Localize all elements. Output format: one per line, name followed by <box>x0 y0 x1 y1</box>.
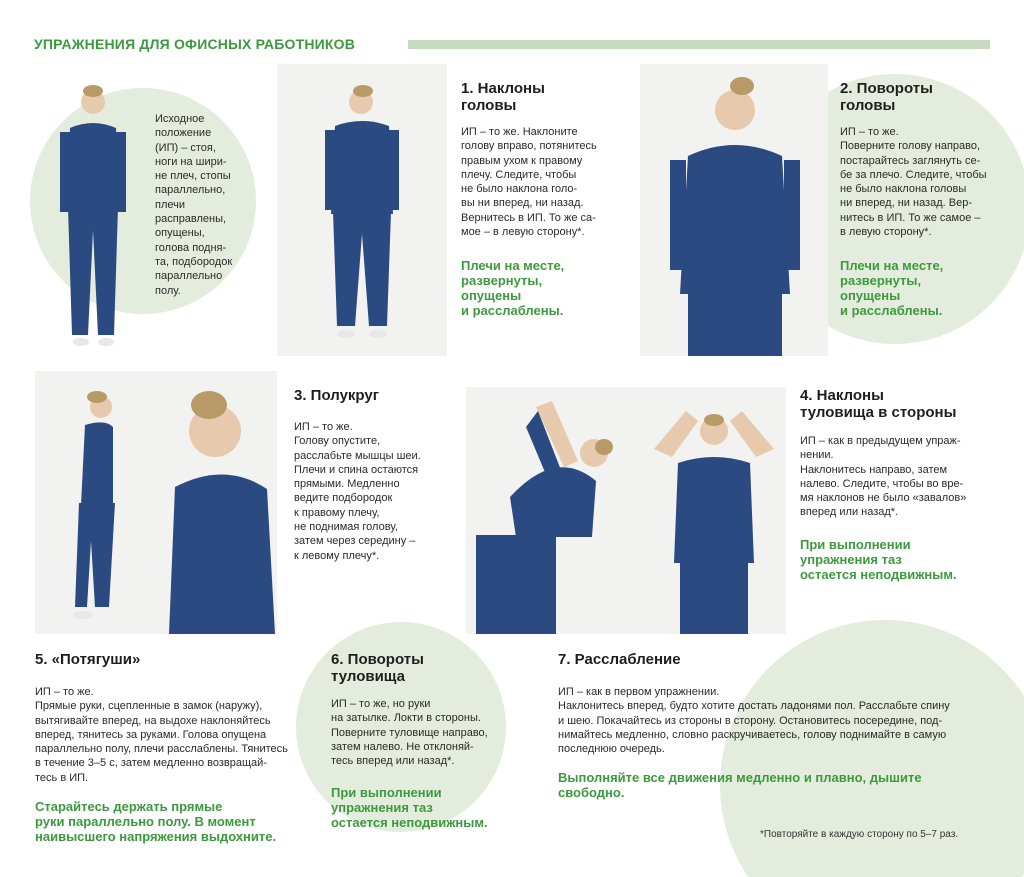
exercise-3-photo <box>35 371 277 634</box>
exercise-7-title: 7. Расслабление <box>558 651 681 668</box>
exercise-6-text: ИП – то же, но руки на затылке. Локти в стороны. Поверните туловище направо, затем налево. Не отклоняй- тесь вперед или назад*. <box>331 698 488 768</box>
exercise-4-text: ИП – как в предыдущем упраж- нении. Наклонитесь направо, затем налево. Следите, чтобы во вре- мя наклонов не было «завалов» вперед или назад*. <box>800 435 967 519</box>
exercise-4-highlight: При выполнении упражнения таз остается неподвижным. <box>800 537 957 582</box>
footnote: *Повторяйте в каждую сторону по 5–7 раз. <box>760 829 959 840</box>
exercise-5-text: ИП – то же. Прямые руки, сцепленные в замок (наружу), вытягивайте вперед, на выдохе наклоняйтесь вперед, тянитесь за руками. Голова опущена параллельно полу, плечи расслаблены. Тянитесь в течение 3–5 с, затем медленно возвращай- тесь в ИП. <box>35 686 288 784</box>
exercise-2-title: 2. Повороты головы <box>840 80 933 114</box>
exercise-5-highlight: Старайтесь держать прямые руки параллельно полу. В момент наивысшего напряжения выдохните. <box>35 799 277 844</box>
exercise-5-title: 5. «Потягуши» <box>35 651 141 668</box>
exercise-2-photo <box>640 64 828 356</box>
exercise-1-photo <box>277 64 447 356</box>
exercise-1-title: 1. Наклоны головы <box>461 80 545 114</box>
exercise-3-text: ИП – то же. Голову опустите, расслабьте мышцы шеи. Плечи и спина остаются прямыми. Медленно ведите подбородок к правому плечу, не поднимая голову, затем через середину – к левому плечу*. <box>294 421 421 562</box>
exercise-4-photo <box>466 387 786 634</box>
intro-text: Исходное положение (ИП) – стоя, ноги на шири- не плеч, стопы параллельно, плечи расправлены, опущены, голова подня- та, подбородок параллельно полу. <box>155 113 233 297</box>
exercise-1-highlight: Плечи на месте, развернуты, опущены и расслаблены. <box>461 258 565 318</box>
exercise-6-highlight: При выполнении упражнения таз остается неподвижным. <box>331 785 488 830</box>
exercise-3-title: 3. Полукруг <box>294 387 379 404</box>
exercise-6-title: 6. Повороты туловища <box>331 651 424 685</box>
exercise-2-highlight: Плечи на месте, развернуты, опущены и расслаблены. <box>840 258 944 318</box>
exercise-1-text: ИП – то же. Наклоните голову вправо, потянитесь правым ухом к правому плечу. Следите, чтобы не было наклона голо- вы ни вперед, ни назад. Вернитесь в ИП. То же са- мое – в левую сторону*. <box>461 126 597 239</box>
exercise-7-text: ИП – как в первом упражнении. Наклонитесь вперед, будто хотите достать ладонями пол. Расслабьте спину и шею. Покачайтесь из стороны в сторону. Остановитесь посередине, под- нимайтесь медленно, словно раскручиваетесь, голову поднимайте в самую последнюю очередь. <box>558 686 950 756</box>
exercise-4-title: 4. Наклоны туловища в стороны <box>800 387 957 421</box>
exercise-2-text: ИП – то же. Поверните голову направо, постарайтесь заглянуть се- бе за плечо. Следите, чтобы не было наклона головы ни вперед, ни назад. Вер- нитесь в ИП. То же самое – в левую сторону*. <box>840 126 987 239</box>
header-rule <box>408 40 990 49</box>
page-title: УПРАЖНЕНИЯ ДЛЯ ОФИСНЫХ РАБОТНИКОВ <box>34 36 356 52</box>
exercise-7-highlight: Выполняйте все движения медленно и плавно, дышите свободно. <box>558 770 922 800</box>
intro-figure <box>48 80 138 355</box>
